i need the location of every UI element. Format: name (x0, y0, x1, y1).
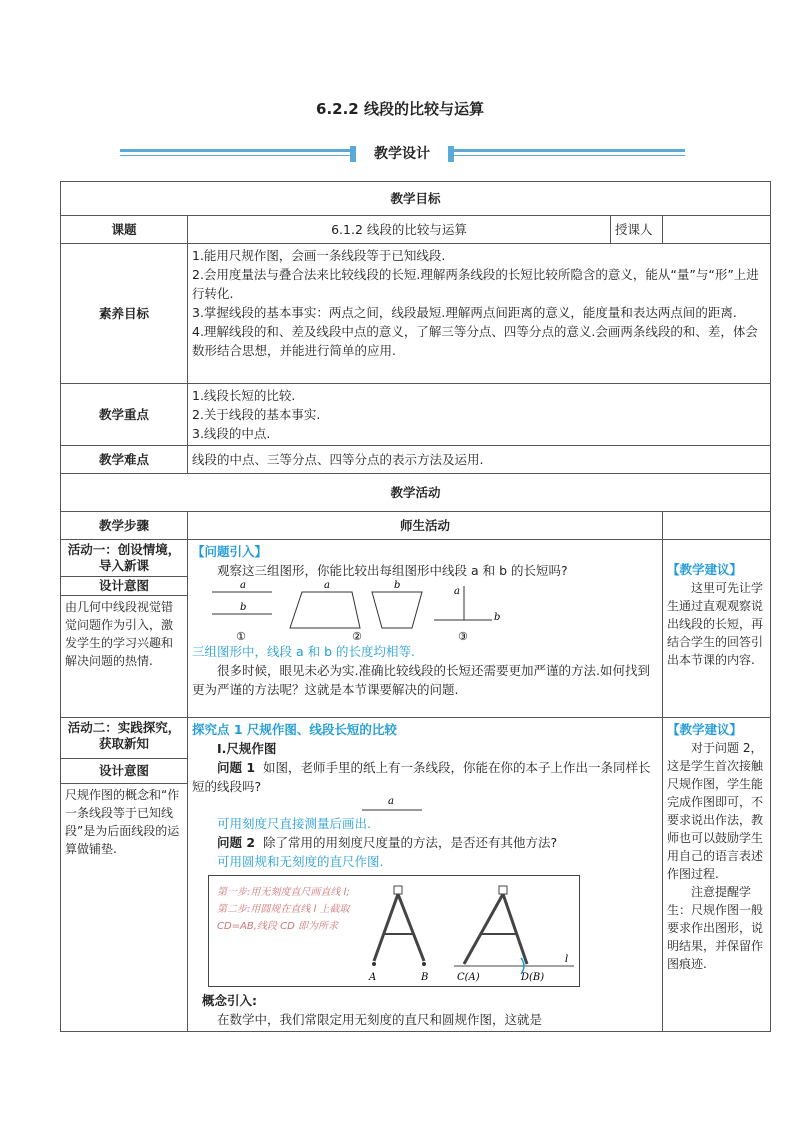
figure-number: ② (352, 630, 362, 642)
literacy-item: 1.能用尺规作图，会画一条线段等于已知线段. (192, 248, 446, 263)
empty-cell (663, 512, 771, 540)
point-label: D(B) (521, 972, 545, 983)
topic-label: 课题 (61, 216, 188, 244)
activity1-title: 活动一：创设情境，导入新课 (61, 540, 187, 577)
segment-label: b (494, 612, 501, 623)
goals-header: 教学目标 (61, 182, 771, 216)
activity1-advice: 这里可先让学生通过直观观察说出线段的长短，再结合学生的回答引出本节课的内容. (667, 581, 764, 667)
page-title: 6.2.2 线段的比较与运算 (316, 100, 484, 118)
activity2-advice: 对于问题 2，这是学生首次接触尺规作图，学生能完成作图即可，不要求说出作法，教师也可以鼓励学生用自己的语言表述作图过程. (667, 741, 764, 881)
question-text: 除了常用的用刻度尺度量的方法，是否还有其他方法? (263, 835, 558, 850)
problem-intro-tag: 【问题引入】 (192, 544, 268, 559)
segment-label: b (240, 602, 247, 613)
point-label: C(A) (457, 972, 480, 983)
question-label: 问题 1 (217, 760, 256, 775)
subsection-title: Ⅰ.尺规作图 (217, 741, 277, 756)
segment-label: b (394, 580, 401, 591)
activity2-design-label: 设计意图 (61, 759, 187, 784)
literacy-item: 2.会用度量法与叠合法来比较线段的长短.理解两条线段的长短比较所隐含的意义，能从“量”与“形”上进行转化. (192, 267, 759, 301)
segment-label: a (324, 580, 330, 591)
activity1-design-label: 设计意图 (61, 577, 187, 596)
line-label: l (565, 954, 569, 965)
concept-label: 概念引入: (202, 993, 257, 1008)
literacy-item: 4.理解线段的和、差及线段中点的意义，了解三等分点、四等分点的意义.会画两条线段的和、差，体会数形结合思想，并能进行简单的应用. (192, 324, 758, 358)
concept-text: 在数学中，我们常限定用无刻度的直尺和圆规作图，这就是 (217, 1012, 543, 1027)
point-label: A (369, 972, 377, 983)
steps-label: 教学步骤 (61, 512, 188, 540)
segment-illusion-figure (202, 580, 562, 642)
literacy-item: 3.掌握线段的基本事实：两点之间，线段最短.理解两点间距离的意义，能度量和表达两点间的距离. (192, 305, 737, 320)
activity-header: 教学活动 (61, 474, 771, 512)
activity1-text2: 很多时候，眼见未必为实.准确比较线段的长短还需要更加严谨的方法.如何找到更为严谨的方法呢？这就是本节课要解决的问题. (192, 663, 650, 697)
given-segment-figure (192, 796, 592, 814)
activity2-advice: 注意提醒学生：尺规作图一般要求作出图形，说明结果，并保留作图痕迹. (667, 885, 764, 971)
key-label: 教学重点 (61, 384, 188, 446)
explore-point-title: 探究点 1 尺规作图、线段长短的比较 (192, 722, 397, 737)
activity1-answer: 三组图形中，线段 a 和 b 的长度均相等. (192, 644, 415, 659)
answer-text: 可用圆规和无刻度的直尺作图. (217, 854, 384, 869)
key-points (188, 384, 771, 446)
key-item: 3.线段的中点. (192, 426, 271, 441)
teacher-value (663, 216, 771, 244)
literacy-label: 素养目标 (61, 244, 188, 384)
teacher-student-label: 师生活动 (188, 512, 663, 540)
teacher-label: 授课人 (611, 216, 663, 244)
difficulty-label: 教学难点 (61, 446, 188, 474)
key-item: 2.关于线段的基本事实. (192, 407, 321, 422)
compass-drawing (209, 876, 579, 986)
key-item: 1.线段长短的比较. (192, 388, 296, 403)
segment-label: a (240, 580, 246, 591)
activity2-title: 活动二：实践探究，获取新知 (61, 718, 187, 759)
figure-step: 第二步:用圆规在直线 l 上截取 CD=AB,线段 CD 即为所求 (217, 904, 350, 932)
figure-number: ③ (458, 630, 468, 642)
answer-text: 可用刻度尺直接测量后画出. (217, 816, 371, 831)
activity2-design-text: 尺规作图的概念和“作一条线段等于已知线段”是为后面线段的运算做铺垫. (65, 788, 180, 856)
activity1-design-text: 由几何中线段视觉错觉问题作为引入，激发学生的学习兴趣和解决问题的热情. (65, 600, 174, 668)
advice-tag: 【教学建议】 (667, 722, 743, 737)
figure-step: 第一步:用无刻度直尺画直线 l; (217, 887, 350, 898)
point-label: B (421, 972, 429, 983)
lesson-plan-table (60, 181, 771, 1032)
figure-number: ① (236, 630, 246, 642)
section-banner (120, 140, 685, 170)
advice-tag: 【教学建议】 (667, 562, 743, 577)
banner-label: 教学设计 (352, 142, 452, 166)
segment-label: a (388, 796, 394, 807)
compass-construction-figure (208, 875, 580, 987)
literacy-goals (188, 244, 771, 384)
difficulty-value: 线段的中点、三等分点、四等分点的表示方法及运用. (188, 446, 771, 474)
topic-value: 6.1.2 线段的比较与运算 (188, 216, 611, 244)
segment-label: a (454, 586, 460, 597)
question-label: 问题 2 (217, 835, 256, 850)
question-text: 如图，老师手里的纸上有一条线段，你能在你的本子上作出一条同样长短的线段吗? (192, 760, 651, 794)
activity1-question: 观察这三组图形，你能比较出每组图形中线段 a 和 b 的长短吗? (217, 563, 568, 578)
